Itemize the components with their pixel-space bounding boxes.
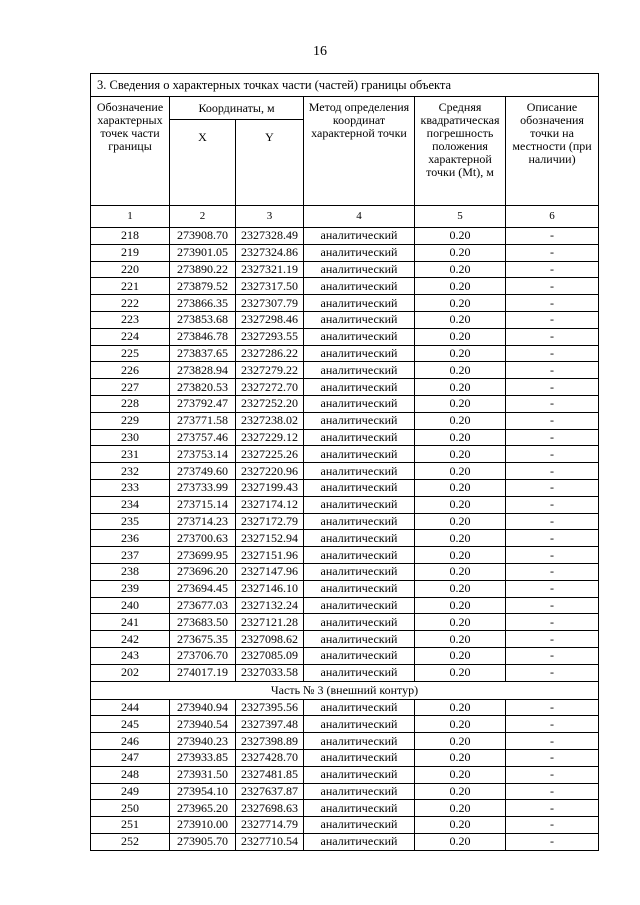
description-cell: - bbox=[506, 395, 599, 412]
table-row bbox=[91, 496, 599, 513]
mean-error-cell: 0.20 bbox=[415, 699, 506, 716]
table-row bbox=[91, 429, 599, 446]
table-row bbox=[91, 479, 599, 496]
table-row bbox=[91, 328, 599, 345]
method-cell: аналитический bbox=[304, 261, 415, 278]
method-cell: аналитический bbox=[304, 379, 415, 396]
method-cell: аналитический bbox=[304, 547, 415, 564]
description-cell: - bbox=[506, 244, 599, 261]
method-cell: аналитический bbox=[304, 580, 415, 597]
mean-error-cell: 0.20 bbox=[415, 429, 506, 446]
x-coordinate-cell: 273940.54 bbox=[170, 716, 236, 733]
description-cell: - bbox=[506, 783, 599, 800]
description-cell: - bbox=[506, 766, 599, 783]
x-coordinate-cell: 273749.60 bbox=[170, 463, 236, 480]
point-id-cell: 248 bbox=[91, 766, 170, 783]
table-row bbox=[91, 716, 599, 733]
y-coordinate-cell: 2327395.56 bbox=[236, 699, 304, 716]
point-id-cell: 230 bbox=[91, 429, 170, 446]
y-coordinate-cell: 2327199.43 bbox=[236, 479, 304, 496]
method-cell: аналитический bbox=[304, 311, 415, 328]
method-cell: аналитический bbox=[304, 597, 415, 614]
x-coordinate-cell: 273908.70 bbox=[170, 228, 236, 245]
y-coordinate-cell: 2327151.96 bbox=[236, 547, 304, 564]
table-row bbox=[91, 412, 599, 429]
description-cell: - bbox=[506, 631, 599, 648]
method-cell: аналитический bbox=[304, 496, 415, 513]
x-coordinate-cell: 273879.52 bbox=[170, 278, 236, 295]
y-coordinate-cell: 2327710.54 bbox=[236, 833, 304, 850]
y-coordinate-cell: 2327229.12 bbox=[236, 429, 304, 446]
point-id-cell: 241 bbox=[91, 614, 170, 631]
y-coordinate-cell: 2327147.96 bbox=[236, 563, 304, 580]
point-id-cell: 227 bbox=[91, 379, 170, 396]
method-cell: аналитический bbox=[304, 395, 415, 412]
mean-error-cell: 0.20 bbox=[415, 716, 506, 733]
method-cell: аналитический bbox=[304, 278, 415, 295]
description-cell: - bbox=[506, 647, 599, 664]
table-row bbox=[91, 513, 599, 530]
table-row bbox=[91, 749, 599, 766]
x-coordinate-cell: 273675.35 bbox=[170, 631, 236, 648]
point-id-cell: 238 bbox=[91, 563, 170, 580]
y-coordinate-cell: 2327272.70 bbox=[236, 379, 304, 396]
x-coordinate-cell: 273905.70 bbox=[170, 833, 236, 850]
description-cell: - bbox=[506, 513, 599, 530]
table-row bbox=[91, 446, 599, 463]
mean-error-cell: 0.20 bbox=[415, 783, 506, 800]
table-row bbox=[91, 800, 599, 817]
x-coordinate-cell: 273683.50 bbox=[170, 614, 236, 631]
x-coordinate-cell: 273700.63 bbox=[170, 530, 236, 547]
point-id-cell: 249 bbox=[91, 783, 170, 800]
x-coordinate-cell: 273901.05 bbox=[170, 244, 236, 261]
description-cell: - bbox=[506, 429, 599, 446]
table-row bbox=[91, 463, 599, 480]
mean-error-cell: 0.20 bbox=[415, 446, 506, 463]
table-row bbox=[91, 311, 599, 328]
method-cell: аналитический bbox=[304, 783, 415, 800]
method-cell: аналитический bbox=[304, 328, 415, 345]
description-cell: - bbox=[506, 379, 599, 396]
description-cell: - bbox=[506, 563, 599, 580]
description-cell: - bbox=[506, 412, 599, 429]
y-coordinate-cell: 2327033.58 bbox=[236, 664, 304, 681]
table-row bbox=[91, 664, 599, 681]
x-coordinate-cell: 273940.23 bbox=[170, 733, 236, 750]
point-id-cell: 244 bbox=[91, 699, 170, 716]
description-cell: - bbox=[506, 614, 599, 631]
mean-error-cell: 0.20 bbox=[415, 244, 506, 261]
table-row bbox=[91, 362, 599, 379]
x-coordinate-cell: 273933.85 bbox=[170, 749, 236, 766]
section-row bbox=[91, 681, 599, 699]
description-cell: - bbox=[506, 547, 599, 564]
method-cell: аналитический bbox=[304, 228, 415, 245]
table-row bbox=[91, 563, 599, 580]
mean-error-cell: 0.20 bbox=[415, 496, 506, 513]
y-coordinate-cell: 2327098.62 bbox=[236, 631, 304, 648]
column-number-row bbox=[91, 206, 599, 228]
point-id-cell: 219 bbox=[91, 244, 170, 261]
description-cell: - bbox=[506, 228, 599, 245]
mean-error-cell: 0.20 bbox=[415, 749, 506, 766]
point-id-cell: 220 bbox=[91, 261, 170, 278]
method-cell: аналитический bbox=[304, 749, 415, 766]
x-coordinate-cell: 273694.45 bbox=[170, 580, 236, 597]
y-coordinate-cell: 2327238.02 bbox=[236, 412, 304, 429]
y-coordinate-cell: 2327286.22 bbox=[236, 345, 304, 362]
point-id-cell: 235 bbox=[91, 513, 170, 530]
x-coordinate-cell: 273696.20 bbox=[170, 563, 236, 580]
mean-error-cell: 0.20 bbox=[415, 261, 506, 278]
table-row bbox=[91, 647, 599, 664]
mean-error-cell: 0.20 bbox=[415, 833, 506, 850]
header-method: Метод определения координат характерной точки bbox=[304, 97, 415, 206]
mean-error-cell: 0.20 bbox=[415, 463, 506, 480]
table-row bbox=[91, 379, 599, 396]
point-id-cell: 234 bbox=[91, 496, 170, 513]
y-coordinate-cell: 2327698.63 bbox=[236, 800, 304, 817]
point-id-cell: 218 bbox=[91, 228, 170, 245]
table-caption: 3. Сведения о характерных точках части (частей) границы объекта bbox=[91, 74, 599, 97]
mean-error-cell: 0.20 bbox=[415, 295, 506, 312]
y-coordinate-cell: 2327637.87 bbox=[236, 783, 304, 800]
y-coordinate-cell: 2327317.50 bbox=[236, 278, 304, 295]
description-cell: - bbox=[506, 278, 599, 295]
mean-error-cell: 0.20 bbox=[415, 733, 506, 750]
table-row bbox=[91, 244, 599, 261]
boundary-points-table bbox=[90, 73, 599, 851]
point-id-cell: 229 bbox=[91, 412, 170, 429]
column-number-cell: 6 bbox=[506, 206, 599, 228]
header-x: X bbox=[170, 120, 236, 206]
mean-error-cell: 0.20 bbox=[415, 228, 506, 245]
method-cell: аналитический bbox=[304, 479, 415, 496]
x-coordinate-cell: 273940.94 bbox=[170, 699, 236, 716]
y-coordinate-cell: 2327397.48 bbox=[236, 716, 304, 733]
method-cell: аналитический bbox=[304, 563, 415, 580]
table-row bbox=[91, 833, 599, 850]
page-number: 16 bbox=[313, 44, 327, 59]
y-coordinate-cell: 2327220.96 bbox=[236, 463, 304, 480]
method-cell: аналитический bbox=[304, 412, 415, 429]
table-row bbox=[91, 530, 599, 547]
header-y: Y bbox=[236, 120, 304, 206]
x-coordinate-cell: 273931.50 bbox=[170, 766, 236, 783]
mean-error-cell: 0.20 bbox=[415, 513, 506, 530]
point-id-cell: 242 bbox=[91, 631, 170, 648]
table-row bbox=[91, 597, 599, 614]
method-cell: аналитический bbox=[304, 716, 415, 733]
table-row bbox=[91, 261, 599, 278]
point-id-cell: 224 bbox=[91, 328, 170, 345]
y-coordinate-cell: 2327324.86 bbox=[236, 244, 304, 261]
point-id-cell: 237 bbox=[91, 547, 170, 564]
point-id-cell: 246 bbox=[91, 733, 170, 750]
method-cell: аналитический bbox=[304, 513, 415, 530]
header-designation: Обозначение характерных точек части границы bbox=[91, 97, 170, 206]
description-cell: - bbox=[506, 733, 599, 750]
x-coordinate-cell: 273866.35 bbox=[170, 295, 236, 312]
y-coordinate-cell: 2327307.79 bbox=[236, 295, 304, 312]
x-coordinate-cell: 273757.46 bbox=[170, 429, 236, 446]
y-coordinate-cell: 2327293.55 bbox=[236, 328, 304, 345]
point-id-cell: 221 bbox=[91, 278, 170, 295]
x-coordinate-cell: 273699.95 bbox=[170, 547, 236, 564]
y-coordinate-cell: 2327225.26 bbox=[236, 446, 304, 463]
description-cell: - bbox=[506, 345, 599, 362]
y-coordinate-cell: 2327328.49 bbox=[236, 228, 304, 245]
mean-error-cell: 0.20 bbox=[415, 664, 506, 681]
description-cell: - bbox=[506, 817, 599, 834]
mean-error-cell: 0.20 bbox=[415, 547, 506, 564]
description-cell: - bbox=[506, 716, 599, 733]
header-coordinates: Координаты, м bbox=[170, 97, 304, 120]
description-cell: - bbox=[506, 362, 599, 379]
x-coordinate-cell: 273792.47 bbox=[170, 395, 236, 412]
point-id-cell: 231 bbox=[91, 446, 170, 463]
method-cell: аналитический bbox=[304, 647, 415, 664]
method-cell: аналитический bbox=[304, 833, 415, 850]
description-cell: - bbox=[506, 664, 599, 681]
description-cell: - bbox=[506, 699, 599, 716]
table-row bbox=[91, 614, 599, 631]
header-description: Описание обозначения точки на местности (при наличии) bbox=[506, 97, 599, 206]
y-coordinate-cell: 2327146.10 bbox=[236, 580, 304, 597]
point-id-cell: 250 bbox=[91, 800, 170, 817]
x-coordinate-cell: 273910.00 bbox=[170, 817, 236, 834]
description-cell: - bbox=[506, 496, 599, 513]
table-row bbox=[91, 580, 599, 597]
y-coordinate-cell: 2327085.09 bbox=[236, 647, 304, 664]
x-coordinate-cell: 273954.10 bbox=[170, 783, 236, 800]
method-cell: аналитический bbox=[304, 429, 415, 446]
x-coordinate-cell: 273853.68 bbox=[170, 311, 236, 328]
method-cell: аналитический bbox=[304, 733, 415, 750]
point-id-cell: 233 bbox=[91, 479, 170, 496]
header-error: Средняя квадратическая погрешность положения характерной точки (Mt), м bbox=[415, 97, 506, 206]
y-coordinate-cell: 2327252.20 bbox=[236, 395, 304, 412]
x-coordinate-cell: 273890.22 bbox=[170, 261, 236, 278]
point-id-cell: 232 bbox=[91, 463, 170, 480]
table-row bbox=[91, 278, 599, 295]
x-coordinate-cell: 273715.14 bbox=[170, 496, 236, 513]
table-row bbox=[91, 766, 599, 783]
description-cell: - bbox=[506, 530, 599, 547]
mean-error-cell: 0.20 bbox=[415, 563, 506, 580]
x-coordinate-cell: 273828.94 bbox=[170, 362, 236, 379]
point-id-cell: 223 bbox=[91, 311, 170, 328]
y-coordinate-cell: 2327481.85 bbox=[236, 766, 304, 783]
point-id-cell: 251 bbox=[91, 817, 170, 834]
description-cell: - bbox=[506, 261, 599, 278]
method-cell: аналитический bbox=[304, 766, 415, 783]
point-id-cell: 228 bbox=[91, 395, 170, 412]
mean-error-cell: 0.20 bbox=[415, 597, 506, 614]
x-coordinate-cell: 273677.03 bbox=[170, 597, 236, 614]
mean-error-cell: 0.20 bbox=[415, 395, 506, 412]
method-cell: аналитический bbox=[304, 295, 415, 312]
method-cell: аналитический bbox=[304, 699, 415, 716]
mean-error-cell: 0.20 bbox=[415, 817, 506, 834]
y-coordinate-cell: 2327428.70 bbox=[236, 749, 304, 766]
y-coordinate-cell: 2327132.24 bbox=[236, 597, 304, 614]
mean-error-cell: 0.20 bbox=[415, 766, 506, 783]
mean-error-cell: 0.20 bbox=[415, 530, 506, 547]
description-cell: - bbox=[506, 463, 599, 480]
y-coordinate-cell: 2327279.22 bbox=[236, 362, 304, 379]
point-id-cell: 239 bbox=[91, 580, 170, 597]
point-id-cell: 252 bbox=[91, 833, 170, 850]
mean-error-cell: 0.20 bbox=[415, 362, 506, 379]
x-coordinate-cell: 273714.23 bbox=[170, 513, 236, 530]
table-row bbox=[91, 783, 599, 800]
table-row bbox=[91, 345, 599, 362]
y-coordinate-cell: 2327398.89 bbox=[236, 733, 304, 750]
method-cell: аналитический bbox=[304, 530, 415, 547]
y-coordinate-cell: 2327714.79 bbox=[236, 817, 304, 834]
mean-error-cell: 0.20 bbox=[415, 800, 506, 817]
table-row bbox=[91, 699, 599, 716]
point-id-cell: 222 bbox=[91, 295, 170, 312]
mean-error-cell: 0.20 bbox=[415, 278, 506, 295]
method-cell: аналитический bbox=[304, 614, 415, 631]
y-coordinate-cell: 2327121.28 bbox=[236, 614, 304, 631]
x-coordinate-cell: 273771.58 bbox=[170, 412, 236, 429]
description-cell: - bbox=[506, 749, 599, 766]
column-number-cell: 5 bbox=[415, 206, 506, 228]
table-row bbox=[91, 817, 599, 834]
method-cell: аналитический bbox=[304, 345, 415, 362]
column-number-cell: 4 bbox=[304, 206, 415, 228]
description-cell: - bbox=[506, 446, 599, 463]
x-coordinate-cell: 274017.19 bbox=[170, 664, 236, 681]
table-row bbox=[91, 733, 599, 750]
point-id-cell: 245 bbox=[91, 716, 170, 733]
method-cell: аналитический bbox=[304, 800, 415, 817]
point-id-cell: 202 bbox=[91, 664, 170, 681]
description-cell: - bbox=[506, 597, 599, 614]
y-coordinate-cell: 2327298.46 bbox=[236, 311, 304, 328]
point-id-cell: 247 bbox=[91, 749, 170, 766]
point-id-cell: 226 bbox=[91, 362, 170, 379]
description-cell: - bbox=[506, 833, 599, 850]
table-row bbox=[91, 547, 599, 564]
y-coordinate-cell: 2327172.79 bbox=[236, 513, 304, 530]
mean-error-cell: 0.20 bbox=[415, 479, 506, 496]
method-cell: аналитический bbox=[304, 664, 415, 681]
method-cell: аналитический bbox=[304, 817, 415, 834]
description-cell: - bbox=[506, 479, 599, 496]
point-id-cell: 236 bbox=[91, 530, 170, 547]
y-coordinate-cell: 2327152.94 bbox=[236, 530, 304, 547]
mean-error-cell: 0.20 bbox=[415, 311, 506, 328]
point-id-cell: 240 bbox=[91, 597, 170, 614]
method-cell: аналитический bbox=[304, 631, 415, 648]
method-cell: аналитический bbox=[304, 362, 415, 379]
column-number-cell: 1 bbox=[91, 206, 170, 228]
table-row bbox=[91, 228, 599, 245]
mean-error-cell: 0.20 bbox=[415, 647, 506, 664]
point-id-cell: 225 bbox=[91, 345, 170, 362]
x-coordinate-cell: 273706.70 bbox=[170, 647, 236, 664]
point-id-cell: 243 bbox=[91, 647, 170, 664]
mean-error-cell: 0.20 bbox=[415, 328, 506, 345]
column-number-cell: 2 bbox=[170, 206, 236, 228]
section-label: Часть № 3 (внешний контур) bbox=[91, 681, 599, 699]
description-cell: - bbox=[506, 328, 599, 345]
mean-error-cell: 0.20 bbox=[415, 345, 506, 362]
table-row bbox=[91, 395, 599, 412]
description-cell: - bbox=[506, 295, 599, 312]
y-coordinate-cell: 2327174.12 bbox=[236, 496, 304, 513]
mean-error-cell: 0.20 bbox=[415, 379, 506, 396]
method-cell: аналитический bbox=[304, 244, 415, 261]
mean-error-cell: 0.20 bbox=[415, 580, 506, 597]
y-coordinate-cell: 2327321.19 bbox=[236, 261, 304, 278]
x-coordinate-cell: 273965.20 bbox=[170, 800, 236, 817]
column-number-cell: 3 bbox=[236, 206, 304, 228]
x-coordinate-cell: 273846.78 bbox=[170, 328, 236, 345]
x-coordinate-cell: 273837.65 bbox=[170, 345, 236, 362]
x-coordinate-cell: 273753.14 bbox=[170, 446, 236, 463]
description-cell: - bbox=[506, 580, 599, 597]
table-row bbox=[91, 631, 599, 648]
description-cell: - bbox=[506, 800, 599, 817]
mean-error-cell: 0.20 bbox=[415, 631, 506, 648]
description-cell: - bbox=[506, 311, 599, 328]
x-coordinate-cell: 273733.99 bbox=[170, 479, 236, 496]
method-cell: аналитический bbox=[304, 463, 415, 480]
x-coordinate-cell: 273820.53 bbox=[170, 379, 236, 396]
method-cell: аналитический bbox=[304, 446, 415, 463]
mean-error-cell: 0.20 bbox=[415, 412, 506, 429]
table-row bbox=[91, 295, 599, 312]
mean-error-cell: 0.20 bbox=[415, 614, 506, 631]
